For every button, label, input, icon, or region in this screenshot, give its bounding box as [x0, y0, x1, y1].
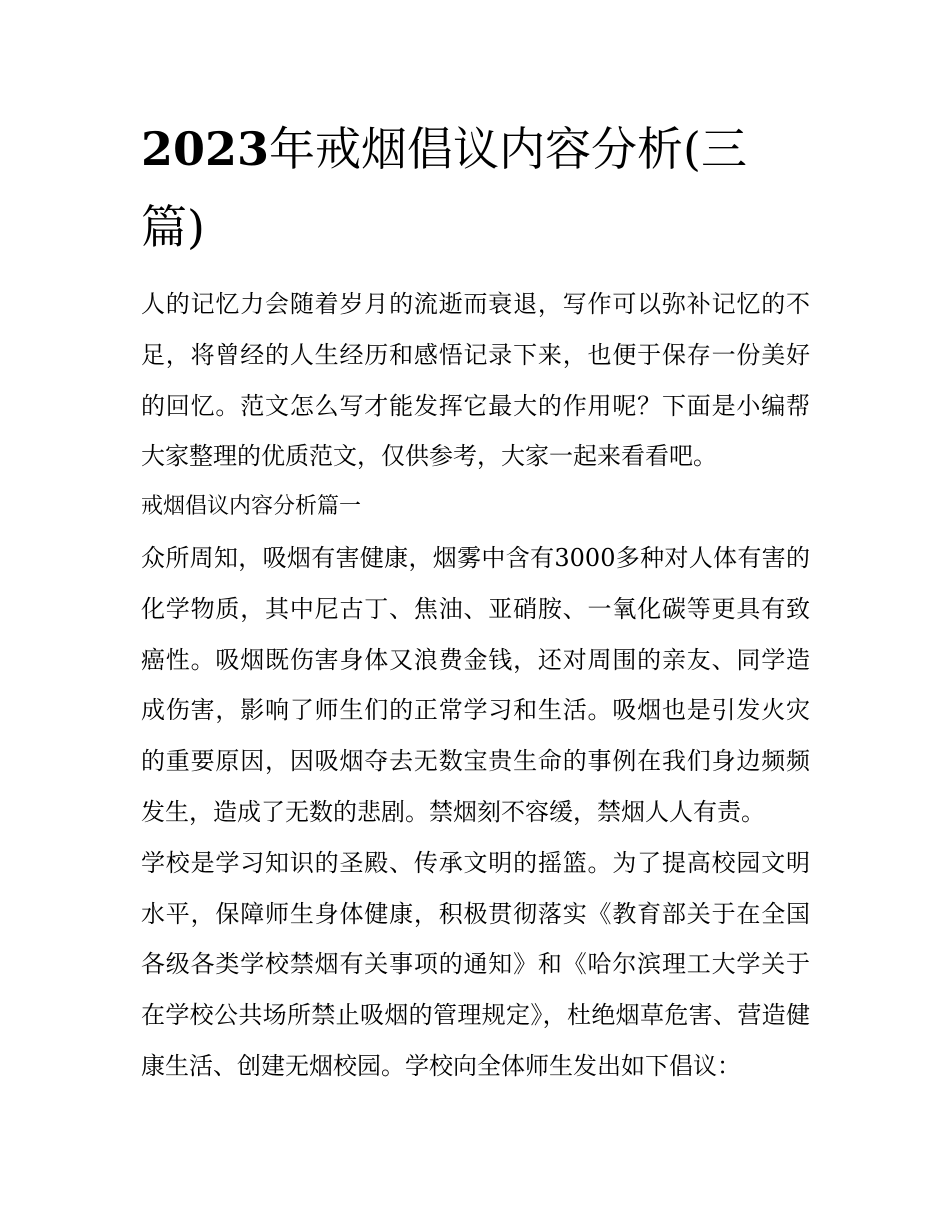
section-heading: 戒烟倡议内容分析篇一 [141, 494, 362, 520]
document-title [141, 110, 810, 266]
body-paragraph-1: 众所周知，吸烟有害健康，烟雾中含有3000多种对人体有害的化学物质，其中尼古丁、焦油、亚硝胺、一氧化碳等更具有致癌性。吸烟既伤害身体又浪费金钱，还对周围的亲友、同学造成伤害，影响了师生们的正常学习和生活。吸烟也是引发火灾的重要原因，因吸烟夺去无数宝贵生命的事例在我们身边频频发生，造成了无数的悲剧。禁烟刻不容缓，禁烟人人有责。 [141, 543, 810, 826]
title-year: 2023 [141, 122, 270, 176]
title-text: 年戒烟倡议内容分析(三篇) [141, 122, 747, 254]
intro-paragraph: 人的记忆力会随着岁月的流逝而衰退，写作可以弥补记忆的不足，将曾经的人生经历和感悟记录下来，也便于保存一份美好的回忆。范文怎么写才能发挥它最大的作用呢？下面是小编帮大家整理的优质范文，仅供参考，大家一起来看看吧。 [141, 290, 810, 471]
body-paragraph-2: 学校是学习知识的圣殿、传承文明的摇篮。为了提高校园文明水平，保障师生身体健康，积极贯彻落实《教育部关于在全国各级各类学校禁烟有关事项的通知》和《哈尔滨理工大学关于在学校公共场所禁止吸烟的管理规定》，杜绝烟草危害、营造健康生活、创建无烟校园。学校向全体师生发出如下倡议： [141, 848, 810, 1080]
document-body [141, 279, 810, 1092]
